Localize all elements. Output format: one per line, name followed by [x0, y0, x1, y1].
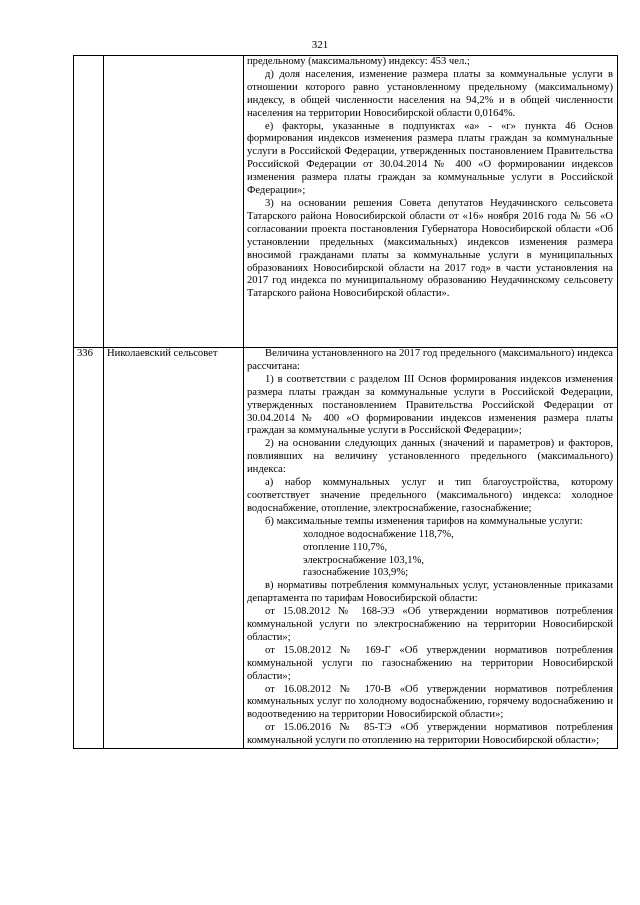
municipality-name-cell: Николаевский сельсовет: [104, 348, 244, 749]
paragraph: от 16.08.2012 № 170-В «Об утверждении нормативов потребления коммунальных услуг по холодному водоснабжению, горячему водоснабжению и водоотведению на территории Новосибирской области»;: [247, 683, 613, 721]
tariff-list-item: электроснабжение 103,1%,: [303, 554, 425, 566]
paragraph: е) факторы, указанные в подпунктах «а» - «г» пункта 46 Основ формирования индексов изменения размера платы граждан за коммунальные услуги в Российской Федерации, утвержденных постановлением Правительства Российской Федерации от 30.04.2014 № 400 «О формировании индексов изменения размера платы граждан за коммунальные услуги в Российской Федерации»;: [247, 120, 613, 197]
paragraph: предельному (максимальному) индексу: 453 чел.;: [247, 56, 470, 67]
row-number-cell: 336: [74, 348, 104, 749]
paragraph: д) доля населения, изменение размера платы за коммунальные услуги в отношении которого равно установленному предельному (максимальному) индексу, в общей численности населения на 94,2% и в общей численности населения на территории Новосибирской области 0,0164%.: [247, 68, 613, 119]
tariff-table: [73, 55, 618, 749]
description-cell: [244, 348, 618, 749]
tariff-list-item: холодное водоснабжение 118,7%,: [303, 528, 454, 540]
paragraph: 3) на основании решения Совета депутатов Неудачинского сельсовета Татарского района Новосибирской области от «16» ноября 2016 года № 56 «О согласовании проекта постановления Губернатора Новосибирской области «Об установлении предельных (максимальных) индексов изменения размера вносимой гражданами платы за коммунальные услуги в муниципальных образованиях Новосибирской области на 2017 год» в части установления на 2017 год индекса по муниципальному образованию Неудачинскому сельсовету Татарского района Новосибирской области».: [247, 197, 613, 300]
paragraph: а) набор коммунальных услуг и тип благоустройства, которому соответствует значение предельного (максимального) индекса: холодное водоснабжение, отопление, электроснабжение, газоснабжение;: [247, 477, 613, 514]
description-cell: [244, 56, 618, 348]
tariff-list-item: отопление 110,7%,: [303, 541, 388, 553]
row-number-cell: [74, 56, 104, 348]
tariff-list-item: газоснабжение 103,9%;: [303, 567, 409, 579]
paragraph: от 15.06.2016 № 85-ТЭ «Об утверждении нормативов потребления коммунальной услуги по отоплению на территории Новосибирской области»;: [247, 722, 613, 747]
paragraph: Величина установленного на 2017 год предельного (максимального) индекса рассчитана:: [247, 348, 613, 372]
municipality-name-cell: [104, 56, 244, 348]
paragraph: от 15.08.2012 № 168-ЭЭ «Об утверждении нормативов потребления коммунальной услуги по электроснабжению на территории Новосибирской области»;: [247, 606, 613, 643]
page-number: 321: [311, 39, 329, 51]
paragraph: 2) на основании следующих данных (значений и параметров) и факторов, повлиявших на величину установленного предельного (максимального) индекса:: [247, 438, 613, 476]
paragraph: в) нормативы потребления коммунальных услуг, установленные приказами департамента по тарифам Новосибирской области:: [247, 580, 613, 605]
paragraph: б) максимальные темпы изменения тарифов на коммунальные услуги:: [265, 515, 583, 527]
paragraph: от 15.08.2012 № 169-Г «Об утверждении нормативов потребления коммунальной услуги по газоснабжению на территории Новосибирской области»;: [247, 644, 613, 682]
table-row: [74, 56, 618, 348]
table-row: [74, 348, 618, 749]
paragraph: 1) в соответствии с разделом III Основ формирования индексов изменения размера платы граждан за коммунальные услуги в Российской Федерации, утвержденных постановлением Правительства Российской Федерации от 30.04.2014 № 400 «О формировании индексов изменения размера платы граждан за коммунальные услуги в Российской Федерации»;: [247, 373, 613, 437]
